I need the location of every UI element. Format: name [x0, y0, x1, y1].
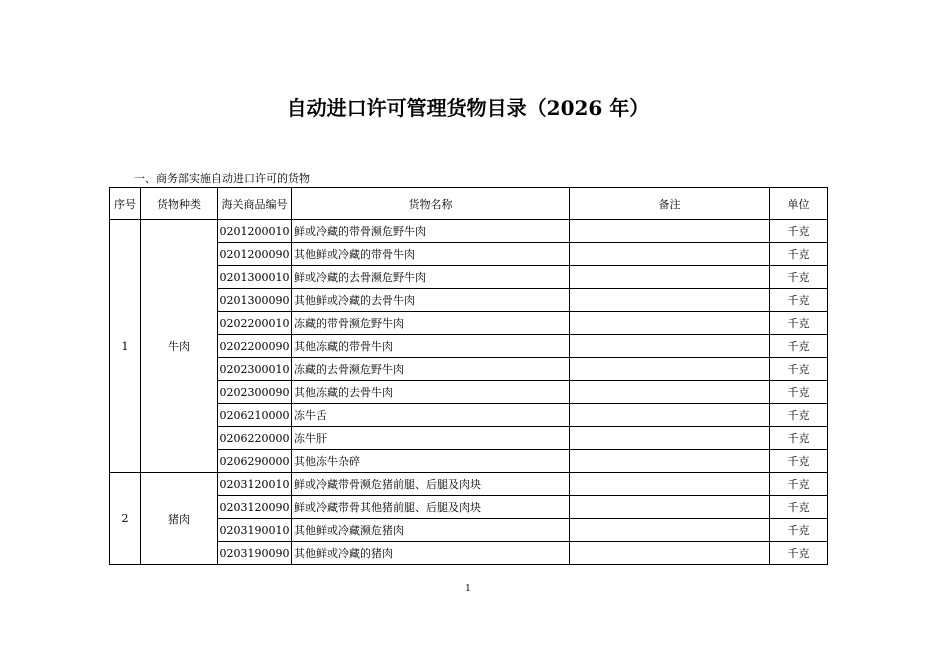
goods-name-cell: 鲜或冷藏带骨濒危猪前腿、后腿及肉块 — [292, 473, 570, 496]
note-cell — [570, 542, 770, 565]
goods-name-cell: 其他冻牛杂碎 — [292, 450, 570, 473]
goods-type-cell: 猪肉 — [141, 473, 218, 565]
note-cell — [570, 473, 770, 496]
goods-name-cell: 其他冻藏的去骨牛肉 — [292, 381, 570, 404]
goods-name-cell: 鲜或冷藏带骨其他猪前腿、后腿及肉块 — [292, 496, 570, 519]
hs-code-cell: 0203190010 — [218, 519, 292, 542]
goods-name-cell: 其他鲜或冷藏的带骨牛肉 — [292, 243, 570, 266]
goods-name-cell: 其他鲜或冷藏的去骨牛肉 — [292, 289, 570, 312]
header-note: 备注 — [570, 188, 770, 220]
goods-name-cell: 冻牛舌 — [292, 404, 570, 427]
section-heading: 一、商务部实施自动进口许可的货物 — [134, 172, 310, 185]
note-cell — [570, 312, 770, 335]
hs-code-cell: 0201200010 — [218, 220, 292, 243]
hs-code-cell: 0203120090 — [218, 496, 292, 519]
hs-code-cell: 0202300090 — [218, 381, 292, 404]
unit-cell: 千克 — [770, 243, 828, 266]
seq-cell: 1 — [110, 220, 141, 473]
table-row — [110, 220, 828, 243]
goods-name-cell: 其他鲜或冷藏的猪肉 — [292, 542, 570, 565]
header-goods-type: 货物种类 — [141, 188, 218, 220]
goods-name-cell: 其他冻藏的带骨牛肉 — [292, 335, 570, 358]
table-row — [110, 243, 828, 266]
goods-table — [109, 187, 828, 565]
hs-code-cell: 0206220000 — [218, 427, 292, 450]
hs-code-cell: 0201300090 — [218, 289, 292, 312]
table-row — [110, 519, 828, 542]
goods-name-cell: 其他鲜或冷藏濒危猪肉 — [292, 519, 570, 542]
hs-code-cell: 0206290000 — [218, 450, 292, 473]
table-row — [110, 542, 828, 565]
document-title: 自动进口许可管理货物目录（2026 年） — [286, 96, 650, 120]
header-unit: 单位 — [770, 188, 828, 220]
unit-cell: 千克 — [770, 427, 828, 450]
note-cell — [570, 243, 770, 266]
note-cell — [570, 289, 770, 312]
note-cell — [570, 335, 770, 358]
note-cell — [570, 266, 770, 289]
table-header-row — [110, 188, 828, 220]
note-cell — [570, 496, 770, 519]
goods-name-cell: 冻藏的带骨濒危野牛肉 — [292, 312, 570, 335]
note-cell — [570, 358, 770, 381]
table-row — [110, 289, 828, 312]
header-hs-code: 海关商品编号 — [218, 188, 292, 220]
unit-cell: 千克 — [770, 381, 828, 404]
unit-cell: 千克 — [770, 496, 828, 519]
hs-code-cell: 0201200090 — [218, 243, 292, 266]
hs-code-cell: 0203120010 — [218, 473, 292, 496]
unit-cell: 千克 — [770, 358, 828, 381]
unit-cell: 千克 — [770, 473, 828, 496]
header-goods-name: 货物名称 — [292, 188, 570, 220]
goods-name-cell: 冻牛肝 — [292, 427, 570, 450]
unit-cell: 千克 — [770, 404, 828, 427]
note-cell — [570, 450, 770, 473]
note-cell — [570, 381, 770, 404]
table-row — [110, 266, 828, 289]
table-row — [110, 335, 828, 358]
table-row — [110, 381, 828, 404]
table-row — [110, 473, 828, 496]
unit-cell: 千克 — [770, 312, 828, 335]
hs-code-cell: 0206210000 — [218, 404, 292, 427]
note-cell — [570, 404, 770, 427]
table-row — [110, 496, 828, 519]
goods-name-cell: 鲜或冷藏的去骨濒危野牛肉 — [292, 266, 570, 289]
unit-cell: 千克 — [770, 220, 828, 243]
table-body — [110, 220, 828, 565]
hs-code-cell: 0202300010 — [218, 358, 292, 381]
unit-cell: 千克 — [770, 542, 828, 565]
hs-code-cell: 0202200090 — [218, 335, 292, 358]
unit-cell: 千克 — [770, 450, 828, 473]
unit-cell: 千克 — [770, 335, 828, 358]
note-cell — [570, 519, 770, 542]
hs-code-cell: 0202200010 — [218, 312, 292, 335]
unit-cell: 千克 — [770, 266, 828, 289]
table-row — [110, 312, 828, 335]
seq-cell: 2 — [110, 473, 141, 565]
page-number: 1 — [465, 584, 471, 594]
goods-name-cell: 冻藏的去骨濒危野牛肉 — [292, 358, 570, 381]
hs-code-cell: 0201300010 — [218, 266, 292, 289]
table-row — [110, 427, 828, 450]
note-cell — [570, 427, 770, 450]
goods-name-cell: 鲜或冷藏的带骨濒危野牛肉 — [292, 220, 570, 243]
unit-cell: 千克 — [770, 289, 828, 312]
header-seq: 序号 — [110, 188, 141, 220]
goods-type-cell: 牛肉 — [141, 220, 218, 473]
table-row — [110, 404, 828, 427]
note-cell — [570, 220, 770, 243]
table-row — [110, 358, 828, 381]
table-row — [110, 450, 828, 473]
unit-cell: 千克 — [770, 519, 828, 542]
hs-code-cell: 0203190090 — [218, 542, 292, 565]
